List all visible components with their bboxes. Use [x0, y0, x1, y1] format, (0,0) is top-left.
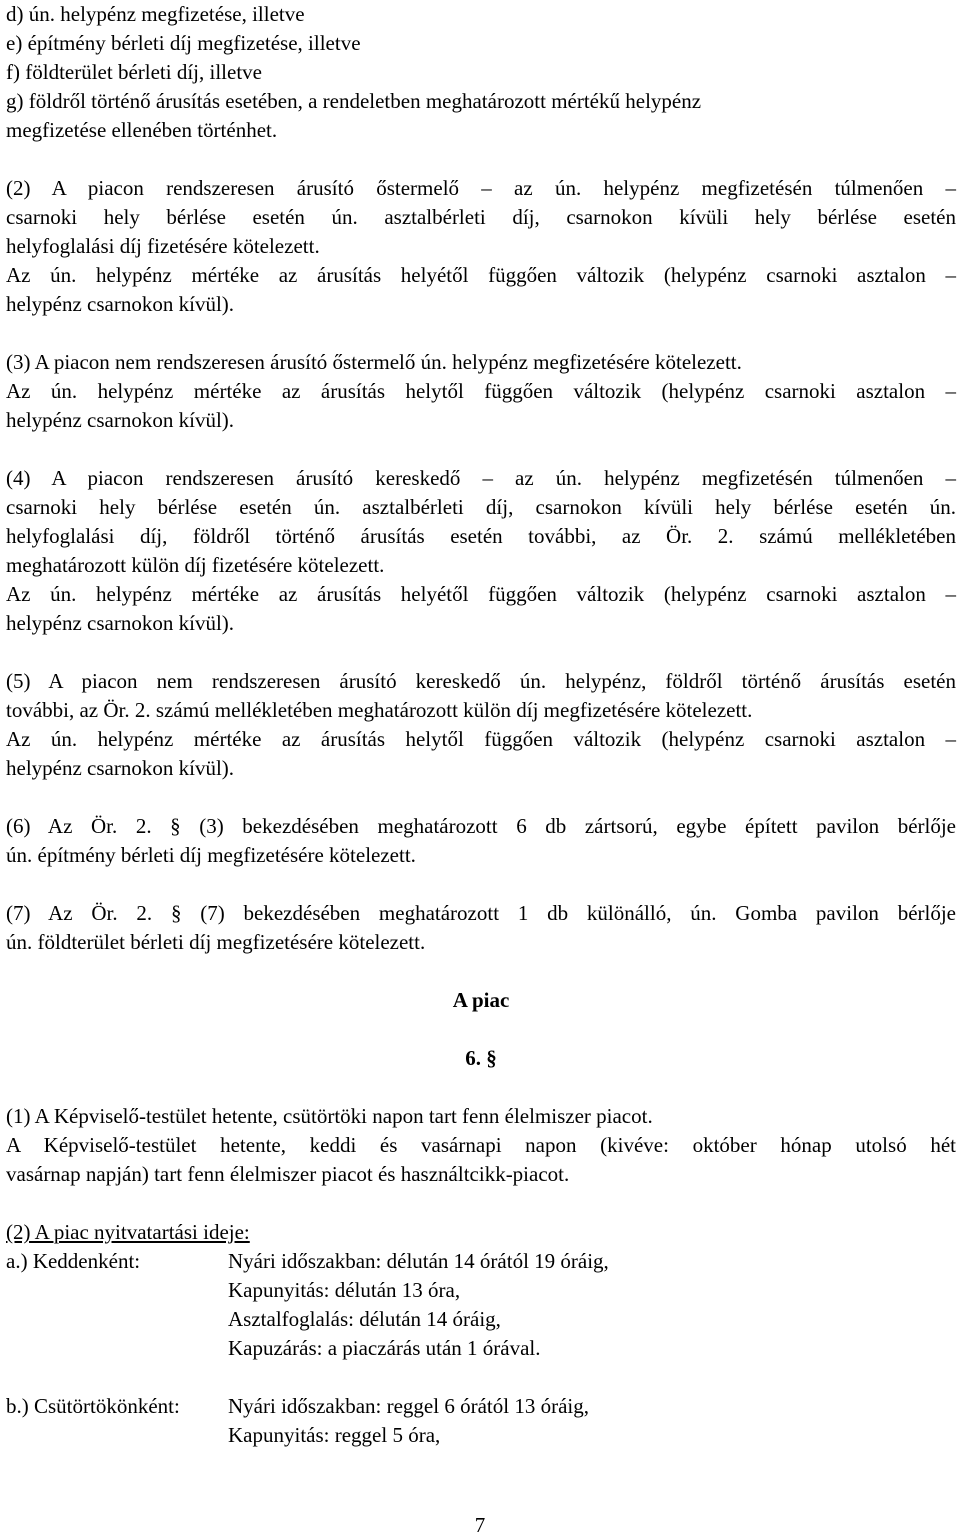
schedule-line: Nyári időszakban: délután 14 órától 19 óráig,	[228, 1249, 609, 1273]
list-item: f) földterület bérleti díj, illetve	[6, 60, 262, 84]
schedule-line: Kapunyitás: reggel 5 óra,	[228, 1423, 441, 1447]
schedule-line: Nyári időszakban: reggel 6 órától 13 óráig,	[228, 1394, 589, 1418]
text-line: csarnoki hely bérlése esetén ún. asztalbérleti díj, csarnokon kívüli hely bérlése esetén ún.	[6, 495, 956, 519]
text-line: Az ún. helypénz mértéke az árusítás helyétől függően változik (helypénz csarnoki asztalon –	[6, 263, 956, 287]
text-line: Az ún. helypénz mértéke az árusítás helytől függően változik (helypénz csarnoki asztalon –	[6, 379, 956, 403]
text-line: (2) A piacon rendszeresen árusító őstermelő – az ún. helypénz megfizetésén túlmenően –	[6, 176, 956, 200]
list-item: d) ún. helypénz megfizetése, illetve	[6, 2, 305, 26]
page-number: 7	[474, 1513, 486, 1537]
list-item: e) építmény bérleti díj megfizetése, illetve	[6, 31, 361, 55]
paragraph-6	[6, 812, 956, 870]
text-line: meghatározott külön díj fizetésére kötelezett.	[6, 553, 385, 577]
section-number: 6. §	[465, 1046, 497, 1070]
text-line: Az ún. helypénz mértéke az árusítás helytől függően változik (helypénz csarnoki asztalon –	[6, 727, 956, 751]
schedule-line: Asztalfoglalás: délután 14 óráig,	[228, 1307, 501, 1331]
list-item: megfizetése ellenében történhet.	[6, 118, 278, 142]
schedule-label: b.) Csütörtökönként:	[6, 1394, 180, 1418]
opening-hours-heading: (2) A piac nyitvatartási ideje:	[6, 1220, 250, 1244]
text-line: további, az Ör. 2. számú mellékletében meghatározott külön díj megfizetésére kötelezett.	[6, 698, 753, 722]
section-6-paragraph-1	[6, 1102, 956, 1189]
paragraph-3	[6, 348, 956, 435]
text-line: vasárnap napján) tart fenn élelmiszer piacot és használtcikk-piacot.	[6, 1162, 570, 1186]
text-line: helypénz csarnokon kívül).	[6, 611, 235, 635]
text-line: helypénz csarnokon kívül).	[6, 408, 235, 432]
list-item: g) földről történő árusítás esetében, a rendeletben meghatározott mértékű helypénz	[6, 89, 702, 113]
text-line: (7) Az Ör. 2. § (7) bekezdésében meghatározott 1 db különálló, ún. Gomba pavilon bérlője	[6, 901, 956, 925]
paragraph-2	[6, 174, 956, 319]
document-page	[6, 0, 956, 1450]
schedule-tuesday	[6, 1247, 956, 1363]
text-line: csarnoki hely bérlése esetén ún. asztalbérleti díj, csarnokon kívüli hely bérlése esetén	[6, 205, 956, 229]
text-line: Az ún. helypénz mértéke az árusítás helyétől függően változik (helypénz csarnoki asztalon –	[6, 582, 956, 606]
schedule-line: Kapunyitás: délután 13 óra,	[228, 1278, 461, 1302]
text-line: helyfoglalási díj, földről történő árusítás esetén további, az Ör. 2. számú mellékletében	[6, 524, 956, 548]
text-line: (3) A piacon nem rendszeresen árusító őstermelő ún. helypénz megfizetésére kötelezett.	[6, 350, 742, 374]
schedule-line: Kapuzárás: a piaczárás után 1 órával.	[228, 1336, 541, 1360]
text-line: (6) Az Ör. 2. § (3) bekezdésében meghatározott 6 db zártsorú, egybe épített pavilon bérlője	[6, 814, 956, 838]
paragraph-4	[6, 464, 956, 638]
text-line: ún. földterület bérleti díj megfizetésére kötelezett.	[6, 930, 426, 954]
text-line: A Képviselő-testület hetente, keddi és vasárnapi napon (kivéve: október hónap utolsó hét	[6, 1133, 956, 1157]
section-title: A piac	[452, 988, 510, 1012]
text-line: helypénz csarnokon kívül).	[6, 292, 235, 316]
text-line: ún. építmény bérleti díj megfizetésére kötelezett.	[6, 843, 416, 867]
schedule-label: a.) Keddenként:	[6, 1249, 141, 1273]
schedule-thursday	[6, 1392, 956, 1450]
text-line: helyfoglalási díj fizetésére kötelezett.	[6, 234, 320, 258]
intro-list	[6, 0, 956, 145]
paragraph-7	[6, 899, 956, 957]
text-line: (4) A piacon rendszeresen árusító kereskedő – az ún. helypénz megfizetésén túlmenően –	[6, 466, 956, 490]
text-line: (1) A Képviselő-testület hetente, csütörtöki napon tart fenn élelmiszer piacot.	[6, 1104, 653, 1128]
text-line: helypénz csarnokon kívül).	[6, 756, 235, 780]
text-line: (5) A piacon nem rendszeresen árusító kereskedő ún. helypénz, földről történő árusítás esetén	[6, 669, 956, 693]
paragraph-5	[6, 667, 956, 783]
